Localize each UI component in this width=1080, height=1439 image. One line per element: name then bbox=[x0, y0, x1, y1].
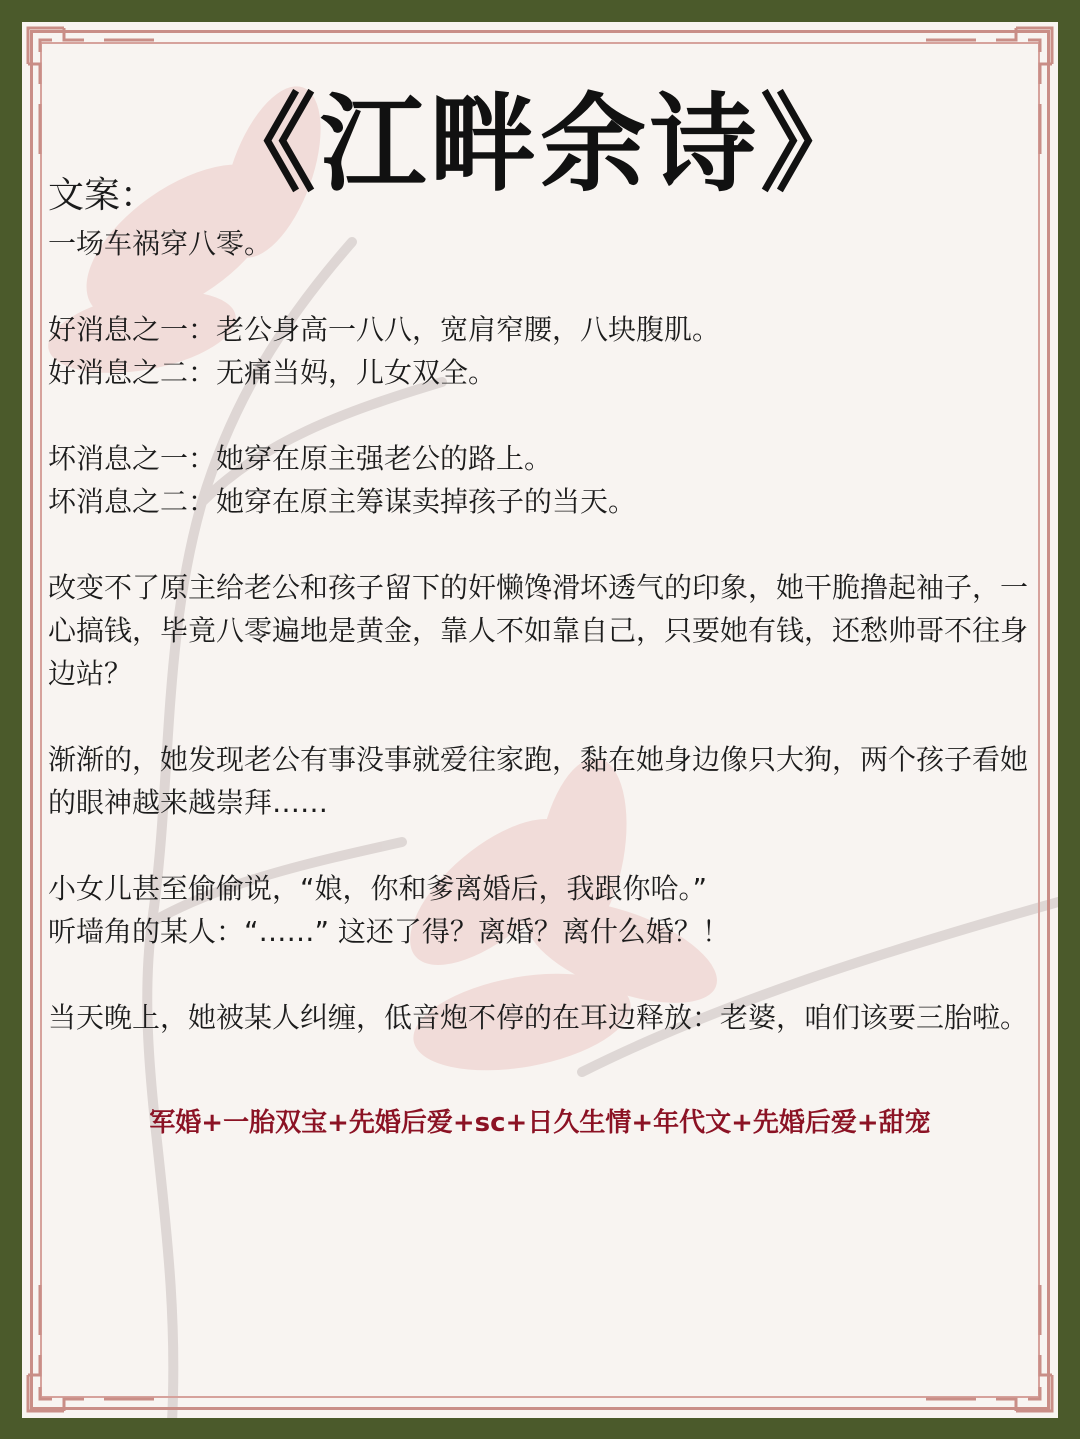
paragraph bbox=[48, 437, 1038, 523]
paragraph bbox=[48, 996, 1038, 1039]
text-line: 小女儿甚至偷偷说，“娘，你和爹离婚后，我跟你哈。” bbox=[48, 872, 708, 905]
paragraph bbox=[48, 566, 1038, 695]
text-line: 坏消息之一：她穿在原主强老公的路上。 bbox=[48, 442, 553, 475]
text-line: 一场车祸穿八零。 bbox=[48, 227, 273, 260]
text-line: 改变不了原主给老公和孩子留下的奸懒馋滑坏透气的印象，她干脆撸起袖子，一心搞钱，毕竟八零遍地是黄金，靠人不如靠自己，只要她有钱，还愁帅哥不往身边站？ bbox=[48, 571, 1029, 690]
text-line: 好消息之二：无痛当妈，儿女双全。 bbox=[48, 356, 497, 389]
text-line: 好消息之一：老公身高一八八，宽肩窄腰，八块腹肌。 bbox=[48, 313, 721, 346]
text-line: 听墙角的某人：“……” 这还了得？离婚？离什么婚？！ bbox=[48, 915, 730, 948]
book-title: 《江畔余诗》 bbox=[210, 83, 870, 206]
paragraph bbox=[48, 867, 1038, 953]
text-line: 渐渐的，她发现老公有事没事就爱往家跑，黏在她身边像只大狗，两个孩子看她的眼神越来越崇拜…… bbox=[48, 743, 1029, 819]
text-line: 当天晚上，她被某人纠缠，低音炮不停的在耳边释放：老婆，咱们该要三胎啦。 bbox=[48, 1001, 1029, 1034]
synopsis-heading: 文案： bbox=[48, 175, 157, 216]
synopsis bbox=[48, 170, 1038, 1082]
paragraph bbox=[48, 308, 1038, 394]
genre-tags: 军婚+一胎双宝+先婚后爱+sc+日久生情+年代文+先婚后爱+甜宠 bbox=[149, 1108, 931, 1138]
paragraph bbox=[48, 738, 1038, 824]
text-line: 坏消息之二：她穿在原主筹谋卖掉孩子的当天。 bbox=[48, 485, 637, 518]
paragraph bbox=[48, 222, 1038, 265]
